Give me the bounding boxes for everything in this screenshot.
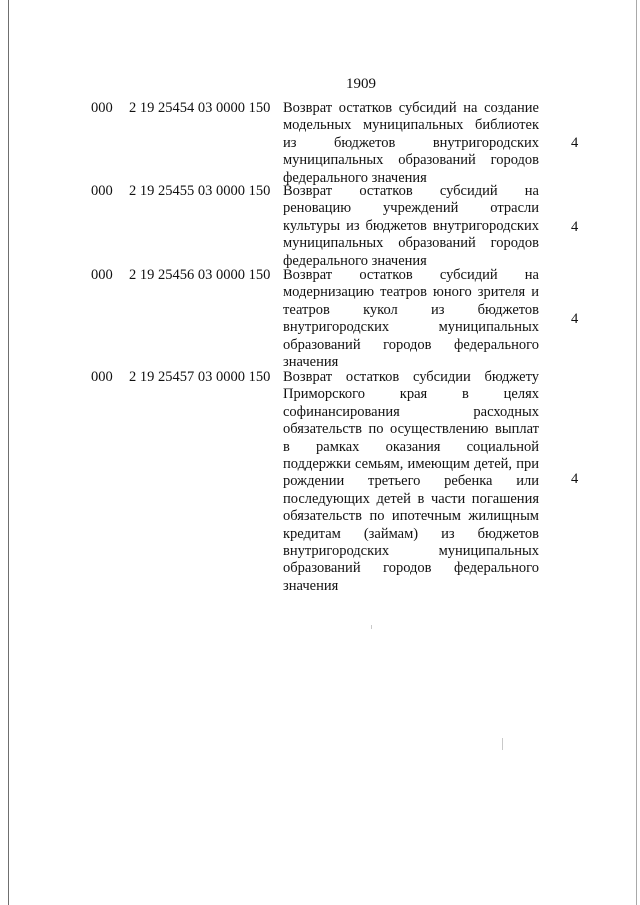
row-name-line: обязательств по ипотечным жилищным [283,508,539,525]
row-kbk-code: 2 19 25457 03 0000 150 [129,369,271,385]
row-name-line: Возврат остатков субсидий на создание [283,100,539,116]
row-code: 000 [91,183,113,199]
scan-left-edge [8,0,9,905]
row-name-line: внутригородских муниципальных [283,542,539,559]
row-code: 000 [91,267,113,283]
scan-right-edge [636,0,637,905]
row-name-line: в рамках оказания социальной [283,438,539,455]
scan-speck [371,625,372,629]
row-name [283,183,539,270]
row-name-line: Приморского края в целях [283,386,539,403]
row-name-line: образований городов федерального [283,560,539,577]
row-kbk-code: 2 19 25454 03 0000 150 [129,100,271,116]
row-value: 4 [571,135,579,151]
row-name-line: поддержки семьям, имеющим детей, при [283,455,539,472]
row-name-line: последующих детей в части погашения [283,490,539,507]
scan-speck [502,738,503,750]
row-name-line: модельных муниципальных библиотек [283,117,539,134]
row-kbk-code: 2 19 25456 03 0000 150 [129,267,271,283]
row-name [283,100,539,187]
row-name-line: значения [283,353,339,370]
row-name-line: театров кукол из бюджетов [283,301,539,318]
row-name [283,369,539,595]
row-name-line: образований городов федерального [283,336,539,353]
row-kbk-code: 2 19 25455 03 0000 150 [129,183,271,199]
row-name-line: Возврат остатков субсидии бюджету [283,369,539,385]
page-number: 1909 [346,76,376,92]
row-name-line: Возврат остатков субсидий на [283,267,539,283]
row-name-line: рождении третьего ребенка или [283,473,539,490]
row-name-line: обязательств по осуществлению выплат [283,421,539,438]
row-name-line: софинансирования расходных [283,403,539,420]
row-name-line: культуры из бюджетов внутригородских [283,217,539,234]
row-value: 4 [571,219,579,235]
row-name-line: внутригородских муниципальных [283,319,539,336]
row-name-line: муниципальных образований городов [283,152,539,169]
row-name-line: реновацию учреждений отрасли [283,200,539,217]
row-code: 000 [91,369,113,385]
row-name-line: кредитам (займам) из бюджетов [283,525,539,542]
row-value: 4 [571,311,579,327]
row-name-line: из бюджетов внутригородских [283,134,539,151]
row-name-line: значения [283,577,339,594]
row-value: 4 [571,471,579,487]
row-name [283,267,539,371]
row-name-line: федерального значения [283,169,427,186]
row-name-line: модернизацию театров юного зрителя и [283,284,539,301]
row-code: 000 [91,100,113,116]
row-name-line: Возврат остатков субсидий на [283,183,539,199]
row-name-line: муниципальных образований городов [283,235,539,252]
row-name-line: федерального значения [283,252,427,269]
